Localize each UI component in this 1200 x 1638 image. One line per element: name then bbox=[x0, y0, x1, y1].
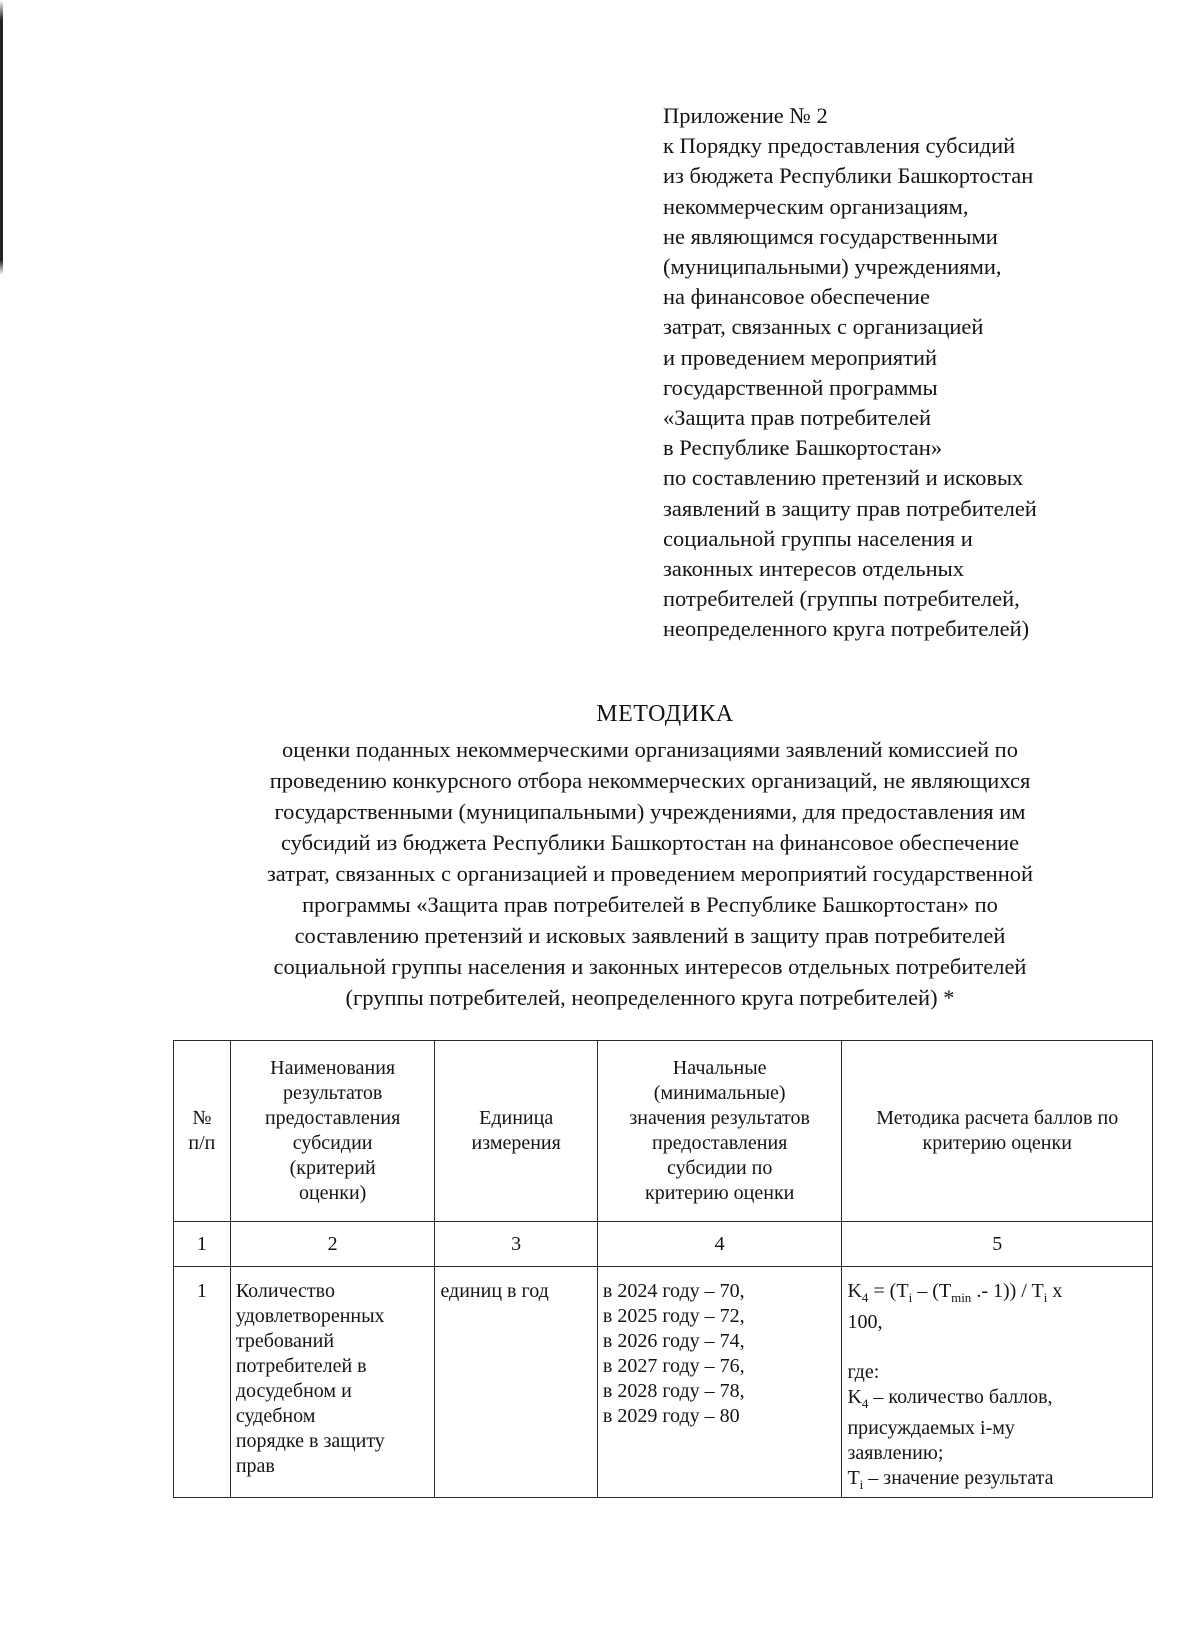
column-number: 5 bbox=[842, 1222, 1153, 1267]
header-number: № п/п bbox=[174, 1041, 231, 1222]
appendix-line: неопределенного круга потребителей) bbox=[663, 616, 1030, 642]
appendix-line: затрат, связанных с организацией bbox=[663, 314, 984, 340]
header-unit: Единица измерения bbox=[435, 1041, 597, 1222]
table-row bbox=[174, 1267, 1153, 1498]
column-number: 3 bbox=[435, 1222, 597, 1267]
formula: $K_4 = (T_i - (T_{min}$ .- $1)) / T_i$ x bbox=[847, 1280, 1063, 1305]
method-cell bbox=[842, 1267, 1153, 1498]
subtitle-line: (группы потребителей, неопределенного круга потребителей) * bbox=[345, 985, 955, 1010]
subtitle-line: государственными (муниципальными) учреждениями, для предоставления им bbox=[274, 799, 1026, 824]
appendix-line: по составлению претензий и исковых bbox=[663, 465, 1024, 491]
document-subtitle bbox=[150, 734, 1150, 1013]
column-number-row bbox=[174, 1222, 1153, 1267]
k-definition: $K_4$ – количество баллов, bbox=[847, 1386, 1053, 1411]
header-initial-values: Начальные (минимальные) значения результатов предоставления субсидии по критерию оценки bbox=[597, 1041, 842, 1222]
scan-edge-artifact bbox=[0, 0, 3, 1638]
appendix-line: некоммерческим организациям, bbox=[663, 193, 969, 219]
header-method: Методика расчета баллов по критерию оценки bbox=[842, 1041, 1153, 1222]
table-header-row bbox=[174, 1041, 1153, 1222]
row-number: 1 bbox=[174, 1267, 231, 1498]
unit-cell: единиц в год bbox=[435, 1267, 597, 1498]
subtitle-line: составлению претензий и исковых заявлений в защиту прав потребителей bbox=[294, 923, 1006, 948]
where-label: где: bbox=[847, 1361, 880, 1383]
appendix-header bbox=[663, 101, 1183, 645]
subtitle-line: проведению конкурсного отбора некоммерческих организаций, не являющихся bbox=[269, 768, 1031, 793]
subtitle-line: оценки поданных некоммерческими организациями заявлений комиссией по bbox=[282, 737, 1018, 762]
appendix-line: к Порядку предоставления субсидий bbox=[663, 133, 1016, 159]
appendix-line: (муниципальными) учреждениями, bbox=[663, 254, 1002, 280]
appendix-line: Приложение № 2 bbox=[663, 103, 828, 128]
subtitle-line: социальной группы населения и законных интересов отдельных потребителей bbox=[273, 954, 1027, 979]
appendix-line: заявлений в защиту прав потребителей bbox=[663, 495, 1037, 521]
appendix-line: «Защита прав потребителей bbox=[663, 405, 932, 431]
column-number: 1 bbox=[174, 1222, 231, 1267]
appendix-line: законных интересов отдельных bbox=[663, 556, 964, 582]
appendix-line: потребителей (группы потребителей, bbox=[663, 586, 1020, 612]
subtitle-line: затрат, связанных с организацией и проведением мероприятий государственной bbox=[266, 861, 1034, 886]
formula-line-2: 100, bbox=[847, 1311, 883, 1333]
blank-line bbox=[847, 1335, 1147, 1360]
appendix-line: из бюджета Республики Башкортостан bbox=[663, 163, 1034, 189]
k-definition-cont: заявлению; bbox=[847, 1442, 944, 1464]
appendix-line: государственной программы bbox=[663, 374, 938, 400]
criterion-cell: Количество удовлетворенных требований потребителей в досудебном и судебном порядке в защиту прав bbox=[230, 1267, 435, 1498]
column-number: 2 bbox=[230, 1222, 435, 1267]
appendix-line: в Республике Башкортостан» bbox=[663, 435, 943, 461]
methodology-table bbox=[173, 1040, 1153, 1498]
values-cell: в 2024 году – 70, в 2025 году – 72, в 2026 году – 74, в 2027 году – 76, в 2028 году – 78, в 2029 году – 80 bbox=[597, 1267, 842, 1498]
appendix-line: на финансовое обеспечение bbox=[663, 284, 930, 310]
appendix-line: не являющимся государственными bbox=[663, 223, 998, 249]
document-title: МЕТОДИКА bbox=[596, 701, 734, 727]
header-criterion: Наименования результатов предоставления субсидии (критерий оценки) bbox=[230, 1041, 435, 1222]
subtitle-line: субсидий из бюджета Республики Башкортостан на финансовое обеспечение bbox=[280, 830, 1020, 855]
appendix-line: и проведением мероприятий bbox=[663, 344, 938, 370]
subtitle-line: программы «Защита прав потребителей в Республике Башкортостан» по bbox=[302, 892, 998, 917]
t-definition: $T_i$ – значение результата bbox=[847, 1467, 1054, 1492]
column-number: 4 bbox=[597, 1222, 842, 1267]
k-definition-cont: присуждаемых i-му bbox=[847, 1417, 1015, 1439]
appendix-line: социальной группы населения и bbox=[663, 525, 973, 551]
